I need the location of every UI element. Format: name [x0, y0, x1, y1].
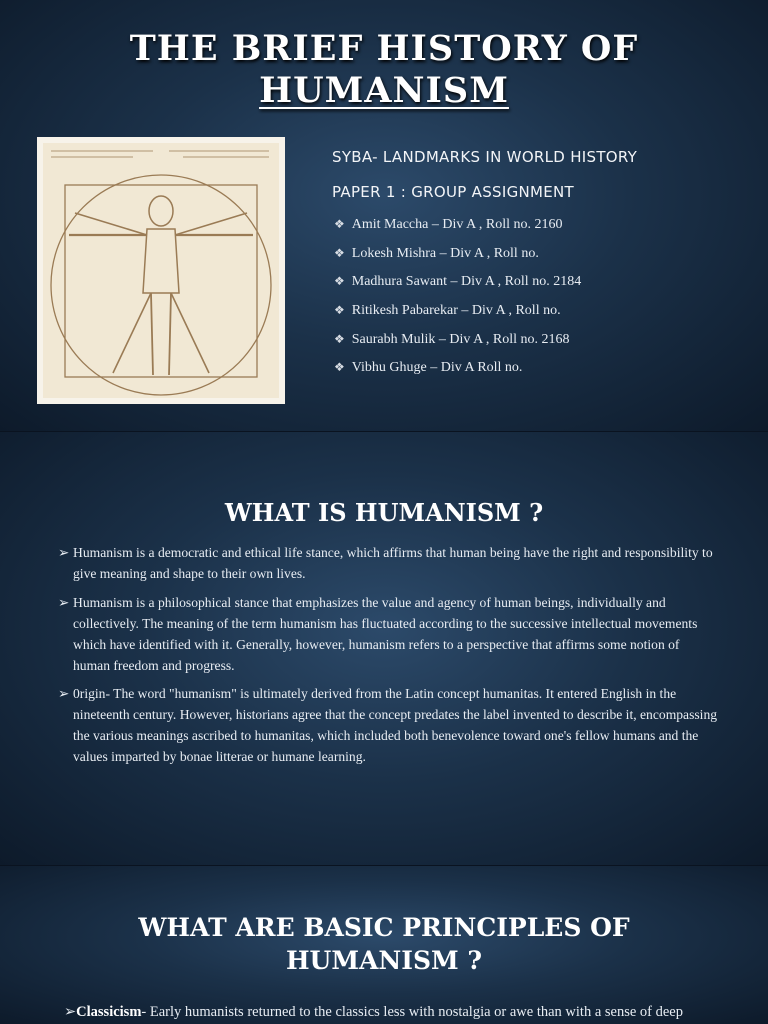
paragraph-bullet: ➢Classicism- Early humanists returned to the classics less with nostalgia or awe than with a sense of deep: [64, 1004, 683, 1020]
diamond-bullet-icon: ❖: [334, 217, 345, 231]
diamond-bullet-icon: ❖: [334, 331, 345, 346]
list-item: ❖ Amit Maccha – Div A , Roll no. 2160: [334, 217, 563, 232]
paragraph-bullet: ➢ Humanism is a philosophical stance that emphasizes the value and agency of human beings, individually and collectively. The meaning of the term humanism has fluctuated according to the successive intellectual movements which have identified with it. Generally, however, humanism refers to a perspective that affirms some notion of human freedom and progress.: [58, 592, 718, 676]
definition-slide: [0, 432, 768, 866]
list-item: ❖ Vibhu Ghuge – Div A Roll no.: [334, 360, 523, 376]
arrow-bullet-icon: ➢: [58, 595, 70, 610]
arrow-bullet-icon: ➢: [58, 686, 70, 701]
member-list: [334, 214, 581, 386]
list-item: ❖ Saurabh Mulik – Div A , Roll no. 2168: [334, 331, 570, 347]
vitruvian-man-image: [37, 137, 285, 404]
section-heading: WHAT IS HUMANISM ?: [224, 498, 544, 527]
section-heading: WHAT ARE BASIC PRINCIPLES OF HUMANISM ?: [138, 913, 630, 975]
assignment-subtitle: PAPER 1 : GROUP ASSIGNMENT: [332, 183, 575, 201]
diamond-bullet-icon: ❖: [334, 360, 345, 375]
list-item: ❖ Lokesh Mishra – Div A , Roll no.: [334, 245, 539, 261]
paragraph-bullet: ➢ 0rigin- The word "humanism" is ultimately derived from the Latin concept humanitas. It entered English in the nineteenth century. However, historians agree that the concept predates the label invented to describe it, encompassing the various meanings ascribed to humanitas, which included both benevolence toward one's fellow humans and the values imparted by bonae litterae or humane learning.: [58, 683, 718, 767]
diamond-bullet-icon: ❖: [334, 245, 345, 260]
page-title: THE BRIEF HISTORY OF HUMANISM: [129, 28, 639, 111]
bullet-term: Classicism: [76, 1004, 142, 1020]
diamond-bullet-icon: ❖: [334, 274, 345, 289]
arrow-bullet-icon: ➢: [64, 1004, 77, 1020]
arrow-bullet-icon: ➢: [58, 545, 70, 560]
page-title-underlined: HUMANISM: [259, 70, 509, 111]
principles-slide: [0, 866, 768, 1024]
list-item: ❖ Ritikesh Pabarekar – Div A , Roll no.: [334, 303, 561, 319]
list-item: ❖ Madhura Sawant – Div A , Roll no. 2184: [334, 274, 582, 290]
course-subtitle: SYBA- LANDMARKS IN WORLD HISTORY: [332, 148, 638, 166]
title-slide: [0, 0, 768, 432]
paragraph-bullet: ➢ Humanism is a democratic and ethical life stance, which affirms that human being have the right and responsibility to give meaning and shape to their own lives.: [58, 542, 718, 584]
vitruvian-man-illustration-icon: [43, 143, 279, 398]
diamond-bullet-icon: ❖: [334, 303, 345, 318]
